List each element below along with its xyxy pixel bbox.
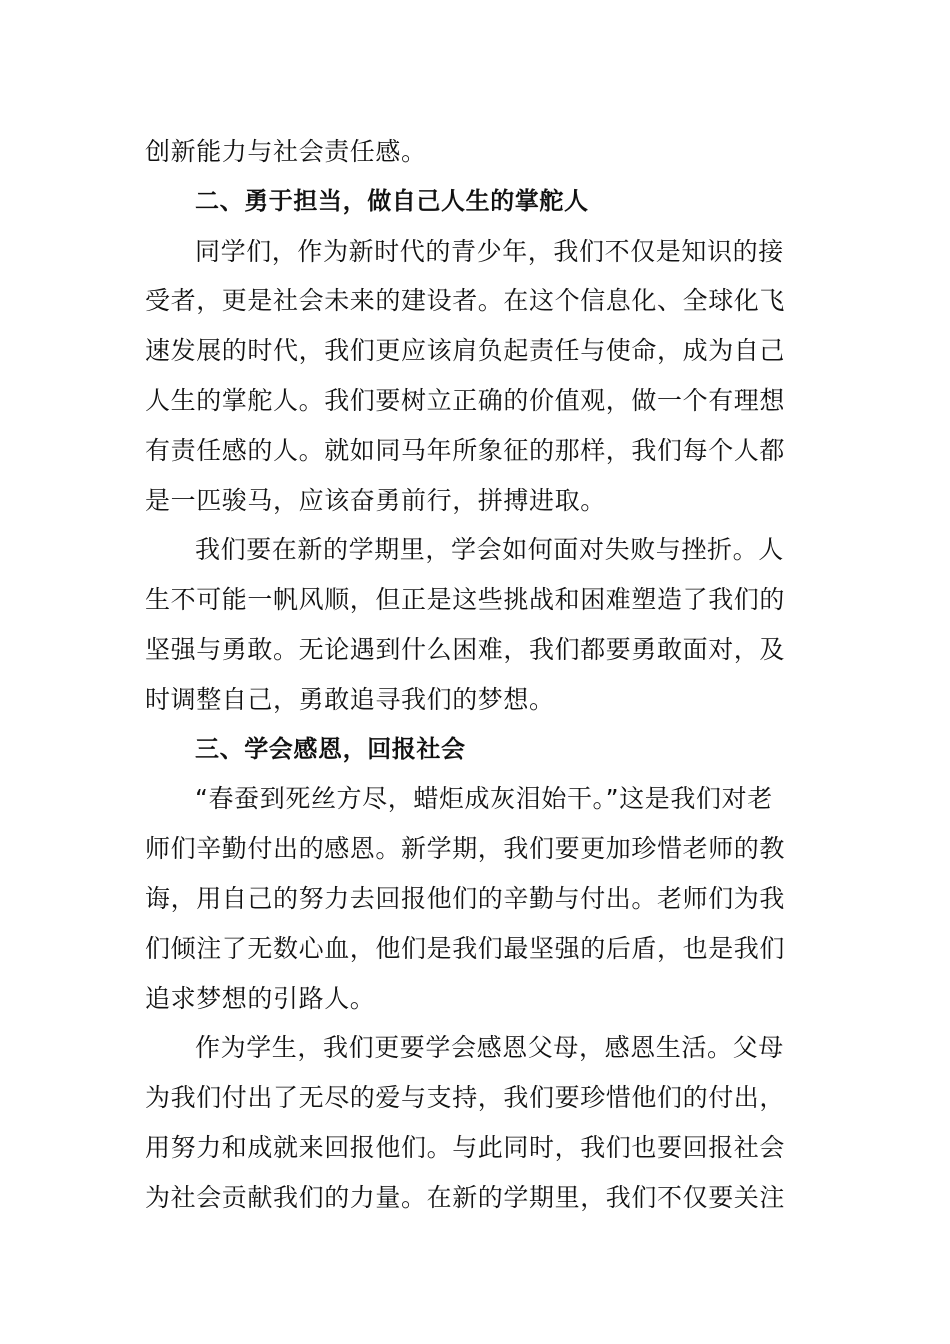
document-body — [145, 127, 809, 1223]
paragraph-line: 为我们付出了无尽的爱与支持，我们要珍惜他们的付出， — [145, 1083, 786, 1113]
paragraph-line: 师们辛勤付出的感恩。新学期，我们要更加珍惜老师的教 — [145, 834, 786, 864]
paragraph-line: 诲，用自己的努力去回报他们的辛勤与付出。老师们为我 — [145, 883, 786, 913]
paragraph-line: 追求梦想的引路人。 — [145, 983, 376, 1013]
paragraph-line: 生不可能一帆风顺，但正是这些挑战和困难塑造了我们的 — [145, 585, 786, 615]
paragraph-line: 有责任感的人。就如同马年所象征的那样，我们每个人都 — [145, 435, 786, 465]
paragraph-line: “春蚕到死丝方尽，蜡炬成灰泪始干。”这是我们对老 — [195, 784, 773, 814]
paragraph-line: 人生的掌舵人。我们要树立正确的价值观，做一个有理想 — [145, 385, 786, 415]
paragraph-line: 用努力和成就来回报他们。与此同时，我们也要回报社会 — [145, 1132, 786, 1162]
paragraph-line: 我们要在新的学期里，学会如何面对失败与挫折。人 — [195, 535, 784, 565]
section-heading: 三、学会感恩，回报社会 — [195, 734, 466, 763]
paragraph-line: 们倾注了无数心血，他们是我们最坚强的后盾，也是我们 — [145, 933, 786, 963]
paragraph-line: 作为学生，我们更要学会感恩父母，感恩生活。父母 — [195, 1033, 784, 1063]
paragraph-line: 创新能力与社会责任感。 — [145, 137, 427, 166]
paragraph-line: 坚强与勇敢。无论遇到什么困难，我们都要勇敢面对，及 — [145, 634, 786, 664]
paragraph-line: 受者，更是社会未来的建设者。在这个信息化、全球化飞 — [145, 286, 786, 316]
paragraph-line: 是一匹骏马，应该奋勇前行，拼搏进取。 — [145, 485, 606, 515]
paragraph-line: 同学们，作为新时代的青少年，我们不仅是知识的接 — [195, 236, 784, 266]
section-heading: 二、勇于担当，做自己人生的掌舵人 — [195, 186, 589, 215]
paragraph-line: 速发展的时代，我们更应该肩负起责任与使命，成为自己 — [145, 336, 786, 366]
paragraph-line: 为社会贡献我们的力量。在新的学期里，我们不仅要关注 — [145, 1182, 786, 1212]
paragraph-line: 时调整自己，勇敢追寻我们的梦想。 — [145, 684, 555, 714]
